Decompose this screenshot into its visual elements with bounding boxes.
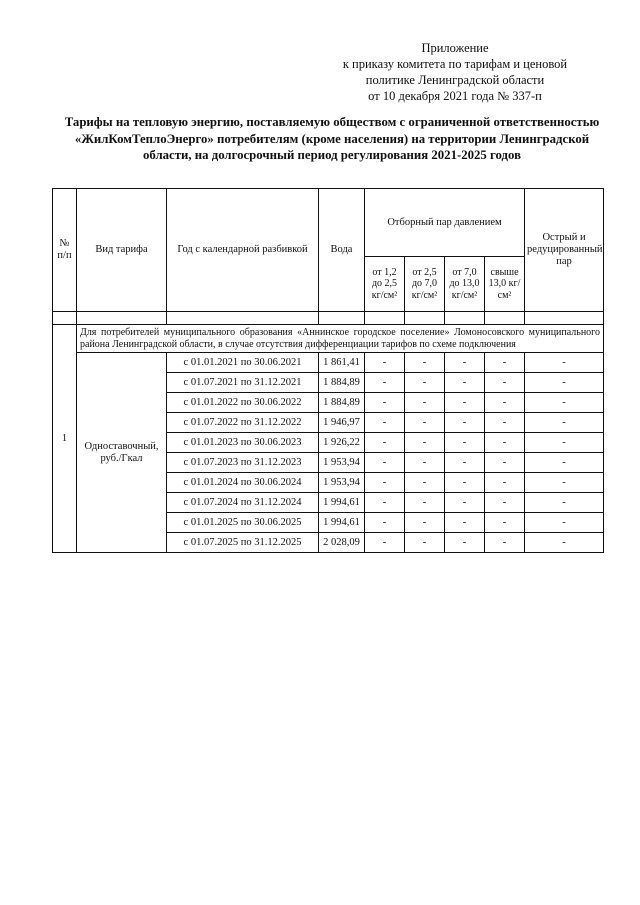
empty-tariff-cell: - — [525, 493, 604, 513]
empty-tariff-cell: - — [485, 413, 525, 433]
empty-tariff-cell: - — [485, 453, 525, 473]
empty-tariff-cell: - — [525, 453, 604, 473]
header-num: № п/п — [53, 189, 77, 312]
empty-tariff-cell: - — [485, 493, 525, 513]
empty-tariff-cell: - — [445, 513, 485, 533]
empty-tariff-cell: - — [525, 413, 604, 433]
empty-tariff-cell: - — [485, 373, 525, 393]
empty-tariff-cell: - — [365, 393, 405, 413]
empty-tariff-cell: - — [525, 433, 604, 453]
empty-tariff-cell: - — [525, 373, 604, 393]
empty-tariff-cell: - — [485, 473, 525, 493]
appendix-line-4: от 10 декабря 2021 года № 337-п — [368, 89, 542, 103]
empty-tariff-cell: - — [365, 373, 405, 393]
empty-tariff-cell: - — [405, 493, 445, 513]
empty-tariff-cell: - — [365, 473, 405, 493]
empty-tariff-cell: - — [405, 353, 445, 373]
period-cell: с 01.01.2021 по 30.06.2021 — [167, 353, 319, 373]
period-cell: с 01.01.2023 по 30.06.2023 — [167, 433, 319, 453]
empty-tariff-cell: - — [365, 533, 405, 553]
water-tariff-cell: 1 994,61 — [319, 493, 365, 513]
empty-tariff-cell: - — [445, 353, 485, 373]
empty-tariff-cell: - — [485, 353, 525, 373]
header-steam-group: Отборный пар давлением — [365, 189, 525, 257]
water-tariff-cell: 1 994,61 — [319, 513, 365, 533]
empty-tariff-cell: - — [525, 393, 604, 413]
empty-tariff-cell: - — [485, 513, 525, 533]
column-numbers-row — [53, 312, 604, 325]
empty-tariff-cell: - — [365, 453, 405, 473]
empty-tariff-cell: - — [525, 473, 604, 493]
header-steam-3: от 7,0 до 13,0 кг/см² — [445, 257, 485, 312]
empty-tariff-cell: - — [365, 413, 405, 433]
water-tariff-cell: 2 028,09 — [319, 533, 365, 553]
document-title: Тарифы на тепловую энергию, поставляемую обществом с ограниченной ответственностью «ЖилКомТеплоЭнерго» потребителям (кроме населения) на территории Ленинградской области, на долгосрочный период регулирования 2021-2025 годов — [64, 115, 600, 162]
empty-tariff-cell: - — [445, 493, 485, 513]
empty-tariff-cell: - — [445, 373, 485, 393]
period-cell: с 01.07.2024 по 31.12.2024 — [167, 493, 319, 513]
consumer-description: Для потребителей муниципального образования «Аннинское городское поселение» Ломоносовского муниципального района Ленинградской области, в случае отсутствия дифференциации тарифов по схеме подключения — [77, 325, 604, 353]
empty-tariff-cell: - — [405, 433, 445, 453]
empty-tariff-cell: - — [525, 513, 604, 533]
empty-tariff-cell: - — [445, 473, 485, 493]
period-cell: с 01.07.2021 по 31.12.2021 — [167, 373, 319, 393]
header-steam-1: от 1,2 до 2,5 кг/см² — [365, 257, 405, 312]
empty-tariff-cell: - — [365, 513, 405, 533]
tariff-kind: Одноставочный, руб./Гкал — [77, 353, 167, 553]
appendix-line-1: Приложение — [421, 41, 489, 55]
empty-tariff-cell: - — [445, 393, 485, 413]
water-tariff-cell: 1 884,89 — [319, 373, 365, 393]
empty-tariff-cell: - — [405, 513, 445, 533]
water-tariff-cell: 1 884,89 — [319, 393, 365, 413]
period-cell: с 01.01.2024 по 30.06.2024 — [167, 473, 319, 493]
empty-tariff-cell: - — [365, 353, 405, 373]
empty-tariff-cell: - — [525, 353, 604, 373]
water-tariff-cell: 1 926,22 — [319, 433, 365, 453]
period-cell: с 01.01.2022 по 30.06.2022 — [167, 393, 319, 413]
header-steam-2: от 2,5 до 7,0 кг/см² — [405, 257, 445, 312]
consumer-row — [53, 325, 604, 353]
period-cell: с 01.01.2025 по 30.06.2025 — [167, 513, 319, 533]
header-kind: Вид тарифа — [77, 189, 167, 312]
empty-tariff-cell: - — [485, 393, 525, 413]
water-tariff-cell: 1 946,97 — [319, 413, 365, 433]
empty-tariff-cell: - — [405, 453, 445, 473]
empty-tariff-cell: - — [445, 453, 485, 473]
empty-tariff-cell: - — [445, 533, 485, 553]
period-cell: с 01.07.2022 по 31.12.2022 — [167, 413, 319, 433]
empty-tariff-cell: - — [405, 373, 445, 393]
empty-tariff-cell: - — [405, 533, 445, 553]
table-row — [53, 353, 604, 373]
empty-tariff-cell: - — [405, 393, 445, 413]
appendix-line-3: политике Ленинградской области — [365, 73, 545, 87]
header-steam-4: свыше 13,0 кг/см² — [485, 257, 525, 312]
period-cell: с 01.07.2023 по 31.12.2023 — [167, 453, 319, 473]
empty-tariff-cell: - — [485, 533, 525, 553]
water-tariff-cell: 1 861,41 — [319, 353, 365, 373]
empty-tariff-cell: - — [485, 433, 525, 453]
empty-tariff-cell: - — [405, 413, 445, 433]
appendix-line-2: к приказу комитета по тарифам и ценовой — [342, 57, 568, 71]
empty-tariff-cell: - — [365, 493, 405, 513]
tariffs-table — [52, 188, 604, 553]
header-sharp-steam: Острый и редуцированный пар — [525, 189, 604, 312]
row-index: 1 — [53, 325, 77, 553]
empty-tariff-cell: - — [365, 433, 405, 453]
header-water: Вода — [319, 189, 365, 312]
water-tariff-cell: 1 953,94 — [319, 453, 365, 473]
header-period: Год с календарной разбивкой — [167, 189, 319, 312]
empty-tariff-cell: - — [445, 413, 485, 433]
empty-tariff-cell: - — [405, 473, 445, 493]
empty-tariff-cell: - — [445, 433, 485, 453]
water-tariff-cell: 1 953,94 — [319, 473, 365, 493]
appendix-block — [330, 40, 580, 104]
empty-tariff-cell: - — [525, 533, 604, 553]
period-cell: с 01.07.2025 по 31.12.2025 — [167, 533, 319, 553]
